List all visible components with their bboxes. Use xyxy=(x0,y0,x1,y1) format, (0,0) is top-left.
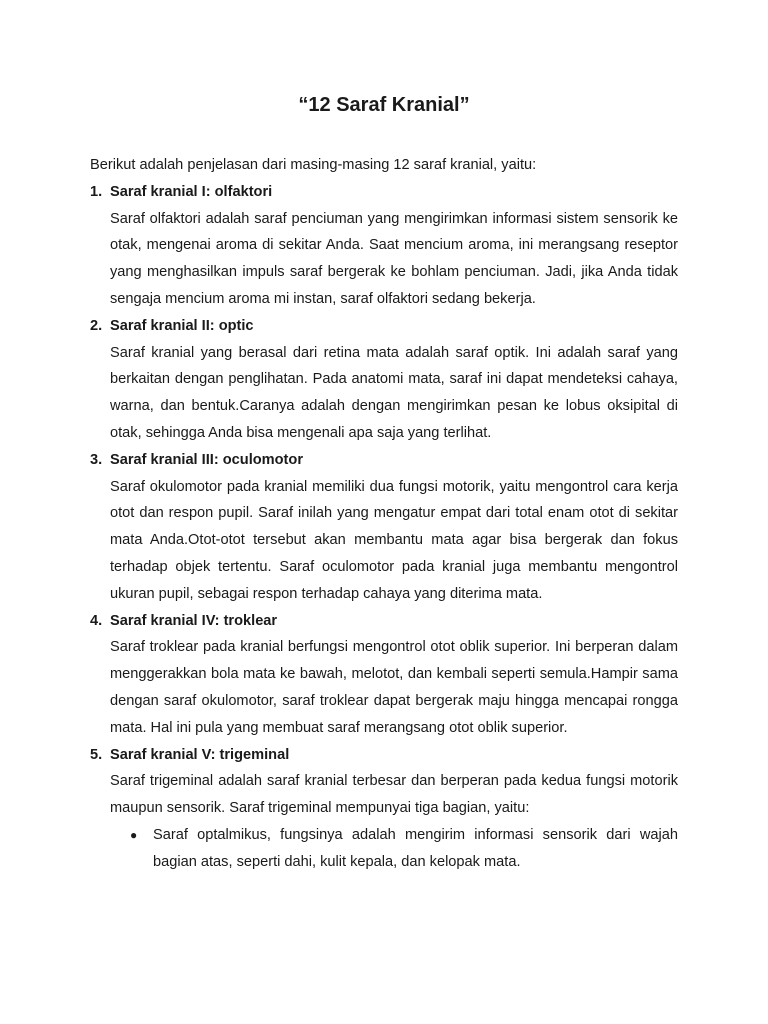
section-heading xyxy=(90,313,678,340)
section-number: 5. xyxy=(90,746,103,763)
section-body: Saraf kranial yang berasal dari retina mata adalah saraf optik. Ini adalah saraf yang berkaitan dengan penglihatan. Pada anatomi mata, saraf ini dapat mendeteksi cahaya, warna, dan bentuk.Caranya adalah dengan mengirimkan pesan ke lobus oksipital di otak, sehingga Anda bisa mengenali apa saja yang terlihat. xyxy=(110,344,678,441)
document-content xyxy=(90,152,678,876)
section-heading-text: Saraf kranial IV: troklear xyxy=(110,612,278,629)
section-item xyxy=(90,608,678,742)
page-title: “12 Saraf Kranial” xyxy=(298,94,470,116)
section-item xyxy=(90,447,678,608)
section-heading xyxy=(90,179,678,206)
section-heading-text: Saraf kranial III: oculomotor xyxy=(110,451,304,468)
section-item xyxy=(90,742,678,876)
intro-paragraph: Berikut adalah penjelasan dari masing-masing 12 saraf kranial, yaitu: xyxy=(90,157,537,173)
section-heading xyxy=(90,742,678,769)
section-heading xyxy=(90,608,678,635)
section-heading-text: Saraf kranial I: olfaktori xyxy=(110,183,273,200)
section-body: Saraf okulomotor pada kranial memiliki dua fungsi motorik, yaitu mengontrol cara kerja otot dan respon pupil. Saraf inilah yang mengatur empat dari total enam otot di sekitar mata Anda.Otot-otot tersebut akan membantu mata agar bisa bergerak dan fokus terhadap objek tertentu. Saraf oculomotor pada kranial juga membantu mengontrol ukuran pupil, sebagai respon terhadap cahaya yang diterima mata. xyxy=(110,478,678,602)
section-heading-text: Saraf kranial V: trigeminal xyxy=(110,746,290,763)
section-item xyxy=(90,179,678,313)
section-number: 2. xyxy=(90,317,103,334)
bullet-text: Saraf optalmikus, fungsinya adalah mengirim informasi sensorik dari wajah bagian atas, seperti dahi, kulit kepala, dan kelopak mata. xyxy=(153,826,678,870)
section-number: 1. xyxy=(90,183,103,200)
bullet-dot-icon: ● xyxy=(130,827,138,842)
section-item xyxy=(90,313,678,447)
section-list xyxy=(90,179,678,876)
section-number: 4. xyxy=(90,612,103,629)
bullet-list xyxy=(90,822,678,876)
section-body: Saraf olfaktori adalah saraf penciuman yang mengirimkan informasi sistem sensorik ke otak, mengenai aroma di sekitar Anda. Saat mencium aroma, ini merangsang reseptor yang menghasilkan impuls saraf bergerak ke bohlam penciuman. Jadi, jika Anda tidak sengaja mencium aroma mi instan, saraf olfaktori sedang bekerja. xyxy=(110,210,678,307)
section-body: Saraf trigeminal adalah saraf kranial terbesar dan berperan pada kedua fungsi motorik maupun sensorik. Saraf trigeminal mempunyai tiga bagian, yaitu: xyxy=(110,773,678,817)
section-body: Saraf troklear pada kranial berfungsi mengontrol otot oblik superior. Ini berperan dalam menggerakkan bola mata ke bawah, melotot, dan kembali seperti semula.Hampir sama dengan saraf okulomotor, saraf troklear dapat bergerak maju hingga mencapai rongga mata. Hal ini pula yang membuat saraf merangsang otot oblik superior. xyxy=(110,639,678,736)
bullet-item xyxy=(130,822,678,876)
section-heading xyxy=(90,447,678,474)
section-heading-text: Saraf kranial II: optic xyxy=(110,317,254,334)
section-number: 3. xyxy=(90,451,103,468)
